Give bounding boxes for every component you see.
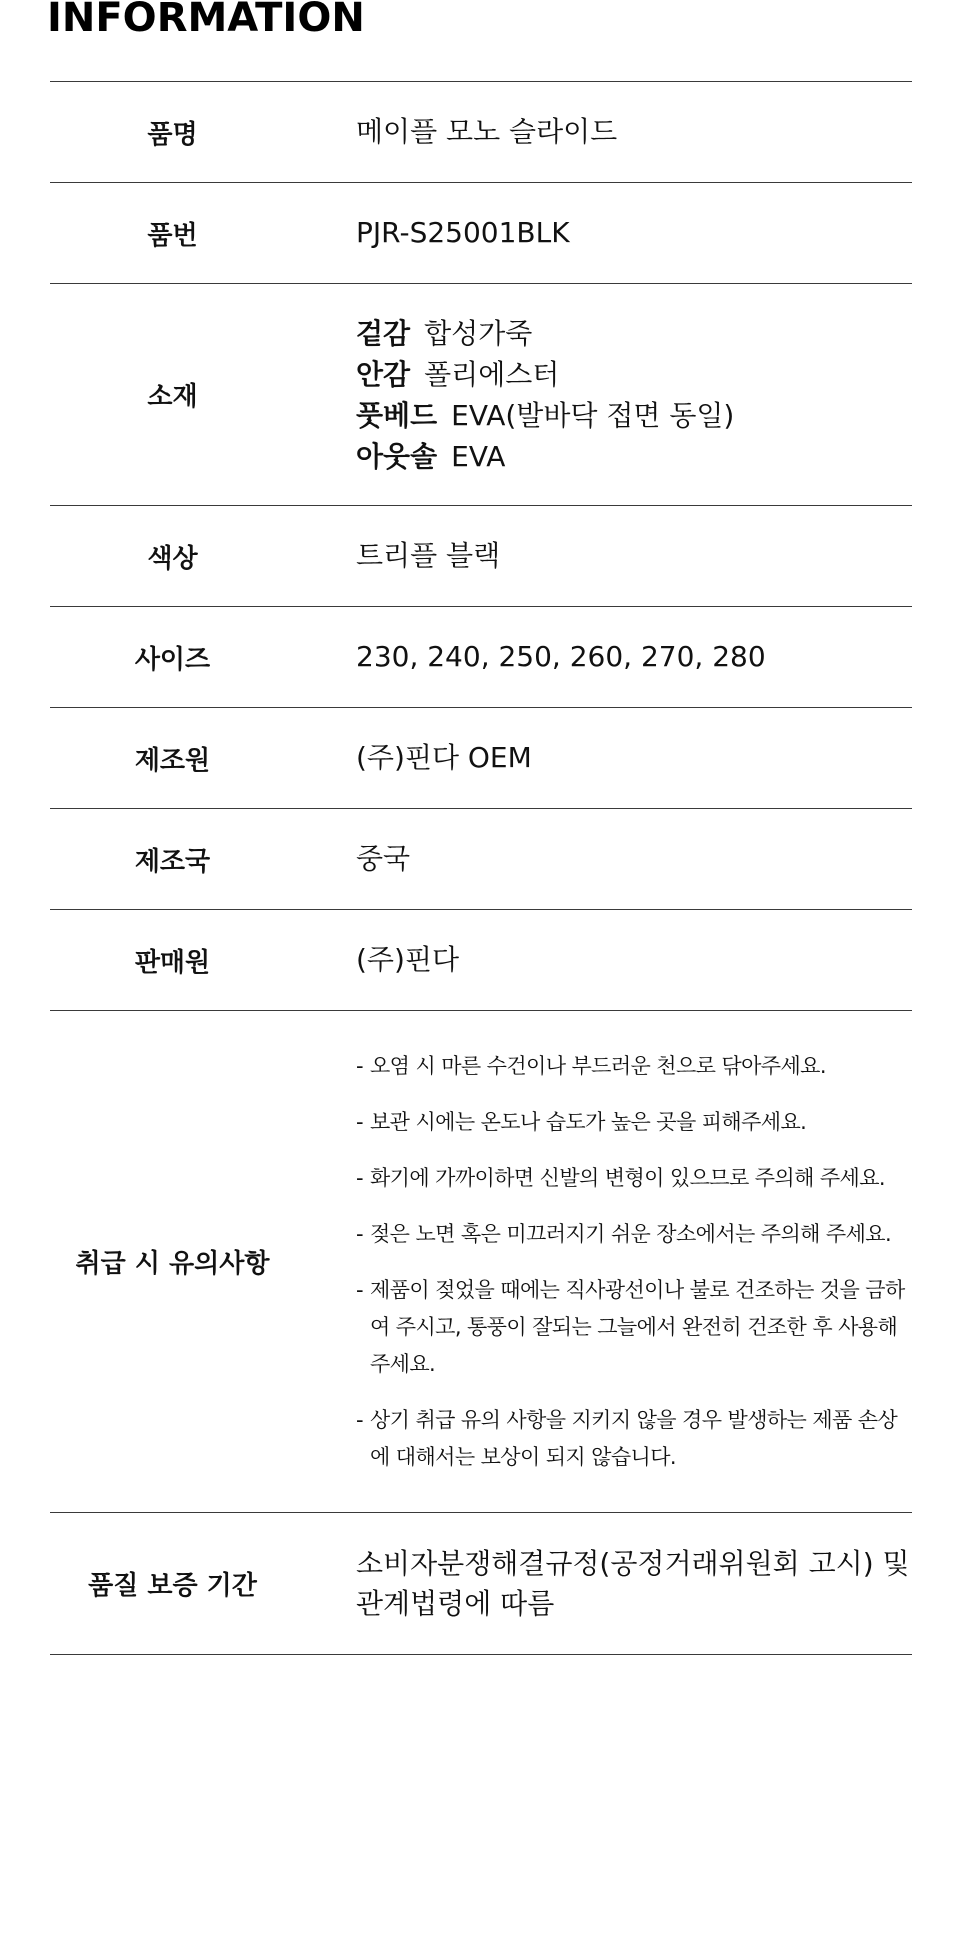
row-label: 취급 시 유의사항 (75, 1249, 270, 1279)
row-material (50, 284, 912, 506)
material-item (356, 313, 912, 354)
material-value: EVA(발바닥 접면 동일) (451, 398, 735, 432)
row-value: 메이플 모노 슬라이드 (356, 115, 618, 148)
material-item (356, 436, 912, 477)
row-value: 트리플 블랙 (356, 539, 501, 572)
row-label: 품명 (147, 119, 198, 150)
row-size (50, 607, 912, 708)
material-key: 풋베드 (356, 398, 438, 432)
list-dash: - (356, 1109, 363, 1134)
row-product-number (50, 183, 912, 284)
row-product-name (50, 82, 912, 183)
row-care (50, 1011, 912, 1513)
material-item (356, 395, 912, 436)
list-dash: - (356, 1277, 363, 1302)
info-table (50, 81, 912, 1655)
care-text: 보관 시에는 온도나 습도가 높은 곳을 피해주세요. (370, 1109, 807, 1134)
list-dash: - (356, 1221, 363, 1246)
row-label: 제조원 (134, 745, 211, 776)
care-text: 오염 시 마른 수건이나 부드러운 천으로 닦아주세요. (370, 1053, 826, 1078)
material-key: 안감 (356, 357, 411, 391)
row-value: 230, 240, 250, 260, 270, 280 (356, 640, 766, 673)
row-label: 품질 보증 기간 (88, 1571, 257, 1601)
row-seller (50, 910, 912, 1011)
care-item (356, 1272, 912, 1383)
row-value: 소비자분쟁해결규정(공정거래위원회 고시) 및 관계법령에 따름 (356, 1546, 910, 1620)
care-list (356, 1048, 912, 1476)
material-value: 합성가죽 (424, 316, 533, 350)
row-country (50, 809, 912, 910)
row-value: PJR-S25001BLK (356, 216, 570, 249)
care-item (356, 1048, 912, 1085)
material-value: EVA (451, 439, 506, 473)
row-label: 품번 (147, 220, 198, 251)
row-label: 사이즈 (134, 644, 211, 675)
care-text: 제품이 젖었을 때에는 직사광선이나 불로 건조하는 것을 금하여 주시고, 통풍이 잘되는 그늘에서 완전히 건조한 후 사용해주세요. (370, 1277, 905, 1376)
row-label: 소재 (147, 382, 198, 412)
material-key: 겉감 (356, 316, 411, 350)
care-text: 젖은 노면 혹은 미끄러지기 쉬운 장소에서는 주의해 주세요. (370, 1221, 892, 1246)
row-value: (주)핀다 (356, 943, 459, 976)
care-notes (295, 1048, 912, 1476)
row-label: 제조국 (134, 846, 211, 877)
row-value: 중국 (356, 842, 411, 875)
row-manufacturer (50, 708, 912, 809)
row-warranty (50, 1513, 912, 1655)
care-text: 화기에 가까이하면 신발의 변형이 있으므로 주의해 주세요. (370, 1165, 885, 1190)
row-color (50, 506, 912, 607)
care-item (356, 1216, 912, 1253)
row-value: (주)핀다 OEM (356, 741, 532, 774)
material-item (356, 354, 912, 395)
material-key: 아웃솔 (356, 439, 438, 473)
care-text: 상기 취급 유의 사항을 지키지 않을 경우 발생하는 제품 손상에 대해서는 보상이 되지 않습니다. (370, 1407, 898, 1469)
page-title: INFORMATION (47, 0, 365, 41)
care-item (356, 1160, 912, 1197)
list-dash: - (356, 1407, 363, 1432)
material-value: 폴리에스터 (424, 357, 560, 391)
row-label: 색상 (147, 543, 198, 574)
care-item (356, 1104, 912, 1141)
material-list (295, 313, 912, 477)
care-item (356, 1402, 912, 1476)
row-label: 판매원 (134, 947, 211, 978)
list-dash: - (356, 1053, 363, 1078)
list-dash: - (356, 1165, 363, 1190)
